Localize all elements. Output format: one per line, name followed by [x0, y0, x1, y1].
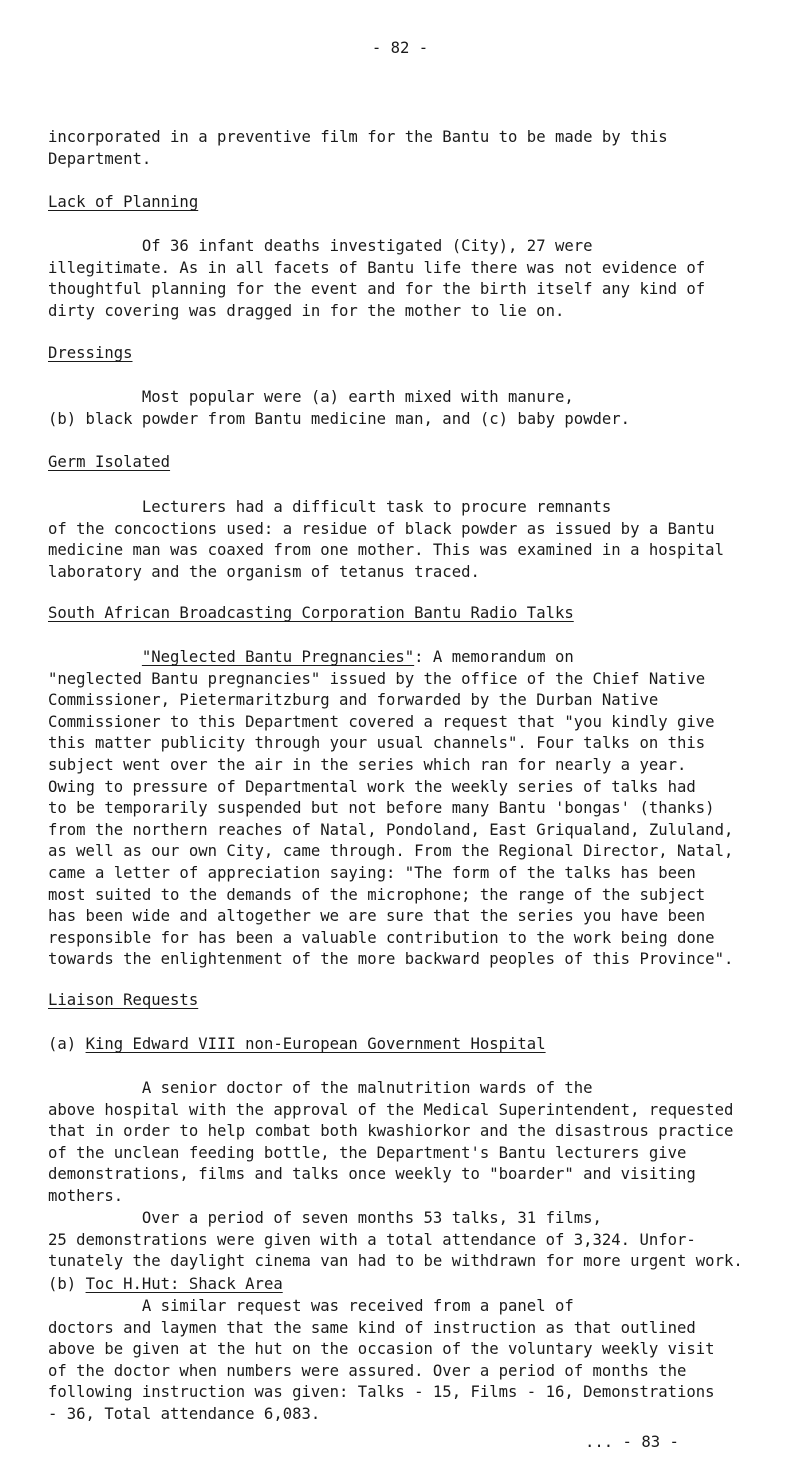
page-number: - 82 -	[371, 39, 429, 57]
section-heading: Liaison Requests	[48, 991, 199, 1009]
text-line: towards the enlightenment of the more backward peoples of this Province".	[48, 950, 734, 969]
liaison-a-paragraph-1	[48, 1078, 760, 1208]
indent	[48, 648, 142, 666]
liaison-a-paragraph-2	[48, 1208, 760, 1273]
text-line: Owing to pressure of Departmental work the weekly series of talks had	[48, 777, 696, 796]
text-line: came a letter of appreciation saying: "The form of the talks has been	[48, 863, 696, 882]
text-line: from the northern reaches of Natal, Pondoland, East Griqualand, Zululand,	[48, 820, 734, 839]
text-line: doctors and laymen that the same kind of instruction as that outlined	[48, 1318, 696, 1337]
text-line: A similar request was received from a panel of	[48, 1297, 574, 1315]
section-radio-talks	[48, 603, 760, 625]
text-line: above hospital with the approval of the Medical Superintendent, requested	[48, 1100, 734, 1119]
text-line: demonstrations, films and talks once weekly to "boarder" and visiting	[48, 1165, 696, 1184]
text-line: Commissioner to this Department covered a request that "you kindly give	[48, 712, 715, 731]
subheading-neglected-pregnancies: "Neglected Bantu Pregnancies"	[141, 648, 415, 666]
section-heading: Lack of Planning	[48, 193, 199, 211]
text-line: of the concoctions used: a residue of black powder as issued by a Bantu	[48, 519, 715, 538]
section-lack-of-planning	[48, 192, 760, 214]
text-line: Over a period of seven months 53 talks, 31 films,	[48, 1209, 602, 1227]
text-line: responsible for has been a valuable contribution to the work being done	[48, 928, 715, 947]
text-line: dirty covering was dragged in for the mother to lie on.	[48, 301, 565, 320]
text-line: "neglected Bantu pregnancies" issued by the office of the Chief Native	[48, 669, 706, 688]
section-heading: Dressings	[48, 344, 133, 362]
text-line: Lecturers had a difficult task to procure remnants	[48, 498, 612, 516]
text-line: (b) black powder from Bantu medicine man, and (c) baby powder.	[48, 409, 631, 428]
text-line: Commissioner, Pietermaritzburg and forwarded by the Durban Native	[48, 691, 659, 710]
liaison-sub-a	[48, 1034, 760, 1056]
dressings-paragraph	[48, 387, 760, 430]
liaison-b-paragraph	[48, 1296, 760, 1426]
text-line: Department.	[48, 149, 152, 168]
section-germ-isolated	[48, 452, 760, 474]
radio-talks-paragraph	[48, 647, 760, 971]
text-line: most suited to the demands of the microphone; the range of the subject	[48, 885, 706, 904]
text-line	[48, 1034, 760, 1056]
list-marker: (a)	[48, 1035, 86, 1053]
section-heading: Germ Isolated	[48, 453, 171, 471]
text-line	[48, 647, 760, 669]
text-line: - 36, Total attendance 6,083.	[48, 1404, 321, 1423]
section-dressings	[48, 343, 760, 365]
liaison-sub-b	[48, 1274, 760, 1296]
text-line: this matter publicity through your usual channels". Four talks on this	[48, 734, 706, 753]
text-line: thoughtful planning for the event and for the birth itself any kind of	[48, 280, 706, 299]
text-line: has been wide and altogether we are sure that the series you have been	[48, 907, 706, 926]
text-fragment: : A memorandum on	[414, 648, 574, 666]
subheading-toc-h-hut: Toc H.Hut: Shack Area	[85, 1275, 283, 1293]
text-line: of the unclean feeding bottle, the Department's Bantu lecturers give	[48, 1143, 687, 1162]
text-line: medicine man was coaxed from one mother. This was examined in a hospital	[48, 541, 724, 560]
text-line: laboratory and the organism of tetanus traced.	[48, 562, 480, 581]
list-marker: (b)	[48, 1275, 86, 1293]
section-heading: South African Broadcasting Corporation Bantu Radio Talks	[48, 604, 574, 622]
text-line: that in order to help combat both kwashiorkor and the disastrous practice	[48, 1122, 734, 1141]
text-line: following instruction was given: Talks - 15, Films - 16, Demonstrations	[48, 1383, 715, 1402]
subheading-hospital: King Edward VIII non-European Government Hospital	[85, 1035, 546, 1053]
germ-isolated-paragraph	[48, 497, 760, 583]
text-line: to be temporarily suspended but not before many Bantu 'bongas' (thanks)	[48, 799, 715, 818]
text-line: subject went over the air in the series which ran for nearly a year.	[48, 755, 687, 774]
text-line: mothers.	[48, 1186, 124, 1205]
section-liaison-requests	[48, 990, 760, 1012]
text-line: illegitimate. As in all facets of Bantu life there was not evidence of	[48, 258, 706, 277]
next-page-indicator: ... - 83 -	[585, 1433, 679, 1451]
text-line: 25 demonstrations were given with a total attendance of 3,324. Unfor-	[48, 1230, 696, 1249]
text-line: tunately the daylight cinema van had to be withdrawn for more urgent work.	[48, 1252, 743, 1271]
lack-of-planning-paragraph	[48, 236, 760, 322]
intro-paragraph	[48, 127, 760, 170]
text-line	[48, 1274, 760, 1296]
text-line: Of 36 infant deaths investigated (City), 27 were	[48, 237, 593, 255]
text-line: as well as our own City, came through. From the Regional Director, Natal,	[48, 842, 734, 861]
text-line: incorporated in a preventive film for the Bantu to be made by this	[48, 128, 668, 146]
text-line: of the doctor when numbers were assured. Over a period of months the	[48, 1361, 687, 1380]
text-line: Most popular were (a) earth mixed with manure,	[48, 388, 574, 406]
text-line: A senior doctor of the malnutrition wards of the	[48, 1079, 593, 1097]
text-line: above be given at the hut on the occasion of the voluntary weekly visit	[48, 1340, 715, 1359]
